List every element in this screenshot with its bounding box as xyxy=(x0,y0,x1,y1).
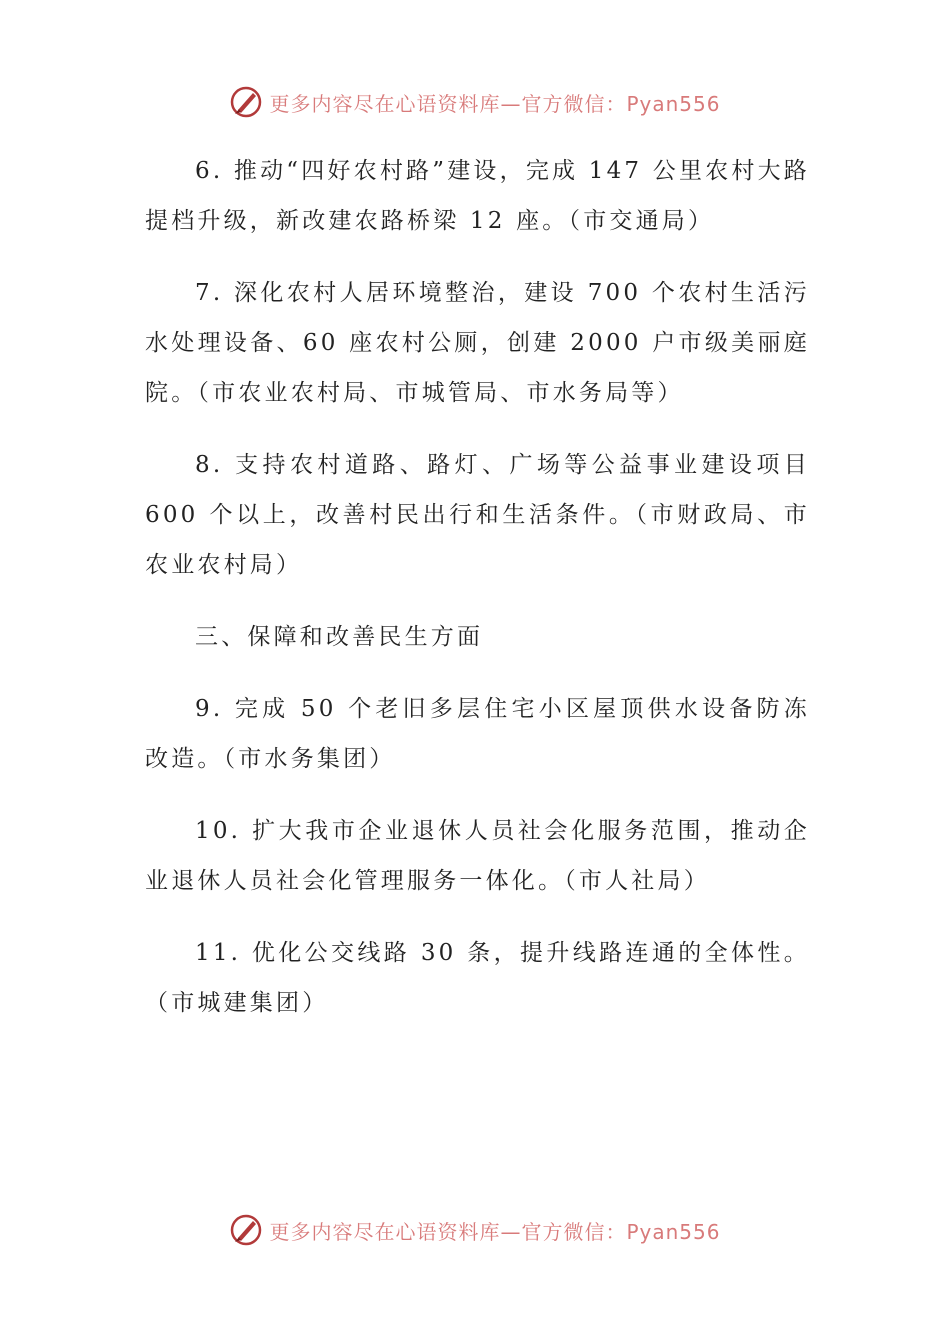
header-watermark xyxy=(0,82,950,122)
item-7-paragraph: 7. 深化农村人居环境整治，建设 700 个农村生活污水处理设备、60 座农村公厕，创建 2000 户市级美丽庭院。（市农业农村局、市城管局、市水务局等） xyxy=(145,280,810,406)
watermark-text: 更多内容尽在心语资料库—官方微信：Pyan556 xyxy=(269,1219,721,1244)
pen-logo-icon xyxy=(229,85,263,119)
item-11-paragraph: 11. 优化公交线路 30 条，提升线路连通的全体性。（市城建集团） xyxy=(145,940,810,1016)
pen-logo-icon xyxy=(229,1213,263,1247)
section-heading: 三、保障和改善民生方面 xyxy=(195,624,484,650)
item-8-paragraph: 8. 支持农村道路、路灯、广场等公益事业建设项目 600 个以上，改善村民出行和生活条件。（市财政局、市农业农村局） xyxy=(145,452,810,578)
item-9-paragraph: 9. 完成 50 个老旧多层住宅小区屋顶供水设备防冻改造。（市水务集团） xyxy=(145,696,810,772)
document-body xyxy=(145,146,810,1050)
item-10-paragraph: 10. 扩大我市企业退休人员社会化服务范围，推动企业退休人员社会化管理服务一体化。（市人社局） xyxy=(145,818,810,894)
footer-watermark xyxy=(0,1210,950,1250)
item-6-paragraph: 6. 推动“四好农村路”建设，完成 147 公里农村大路提档升级，新改建农路桥梁 12 座。（市交通局） xyxy=(145,158,810,234)
watermark-text: 更多内容尽在心语资料库—官方微信：Pyan556 xyxy=(269,91,721,116)
